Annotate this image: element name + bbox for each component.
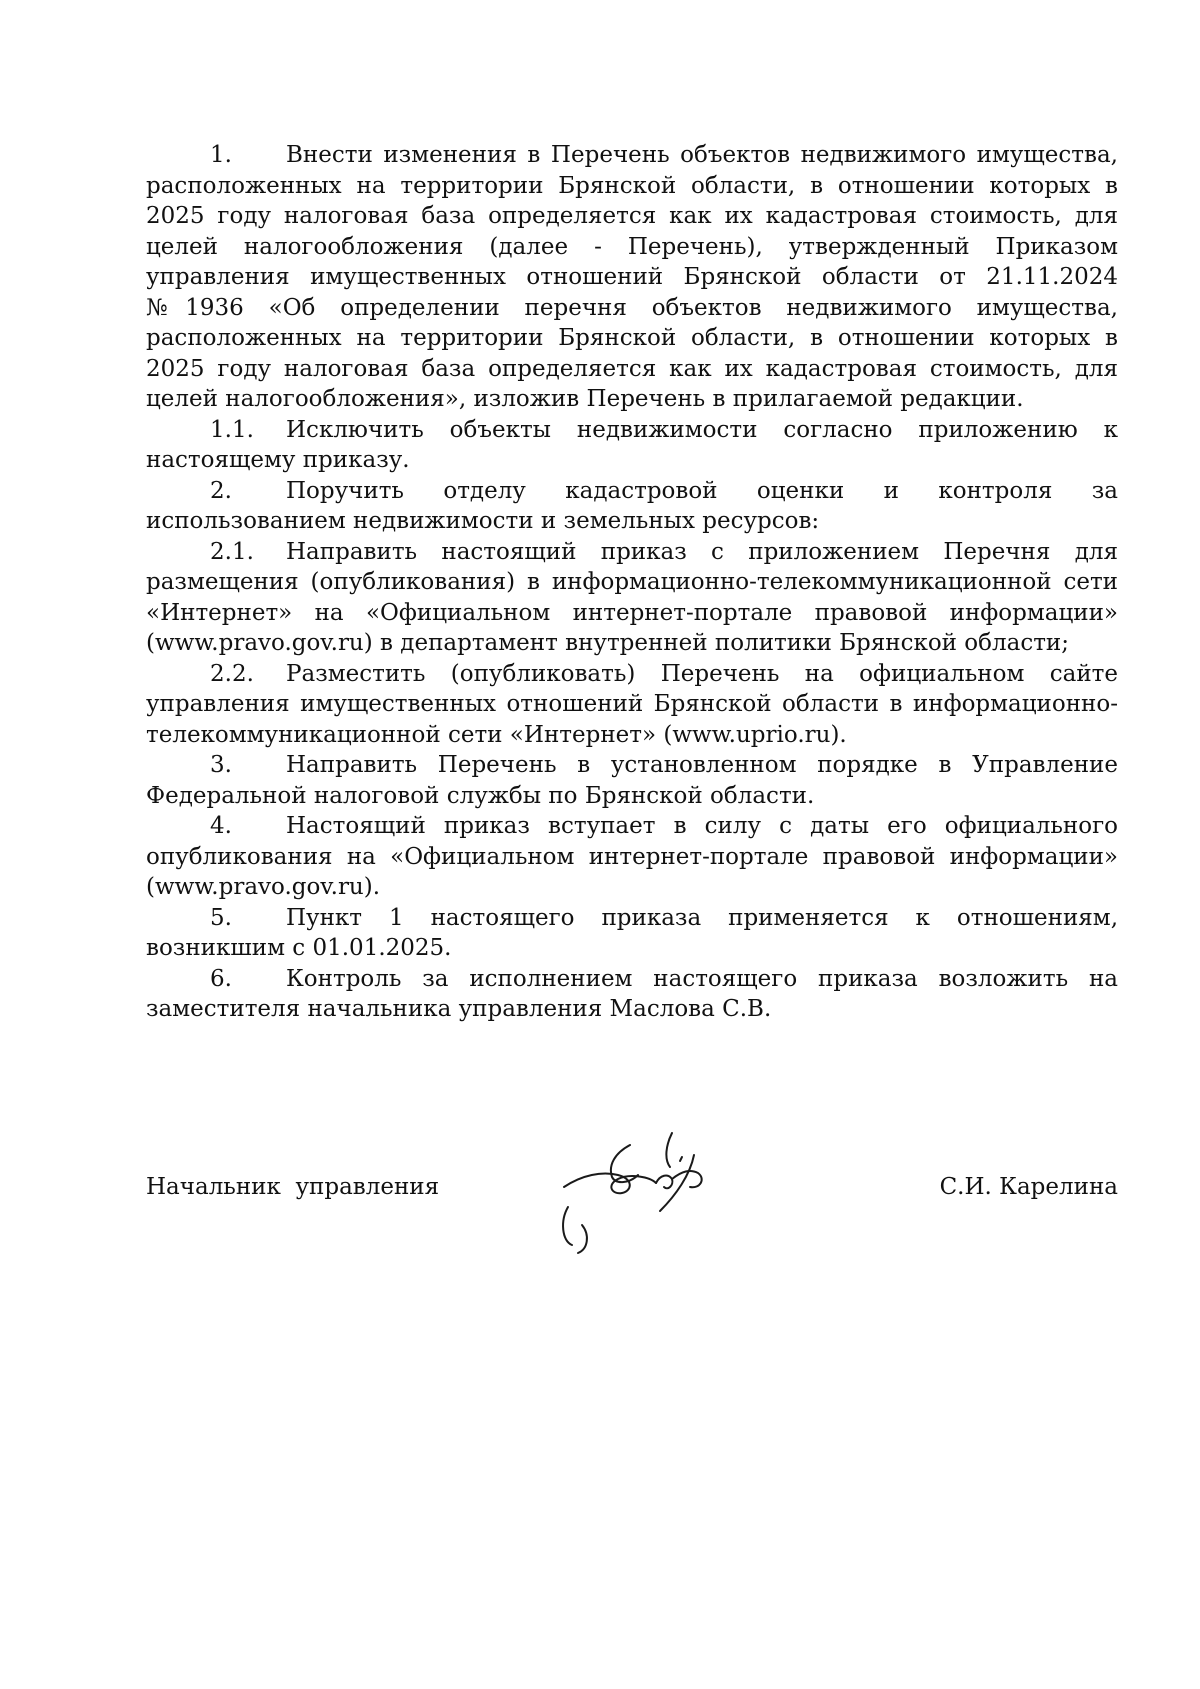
item-number: 1.1. (210, 416, 254, 443)
signatory-name: С.И. Карелина (939, 1174, 1118, 1200)
item-number: 1. (210, 142, 232, 168)
item-text: Контроль за исполнением настоящего приказа возложить на заместителя начальника управления Маслова С.В. (146, 965, 1118, 1022)
item-text: Направить Перечень в установленном порядке в Управление Федеральной налоговой службы по Брянской области. (146, 752, 1118, 809)
list-item (146, 659, 1118, 751)
item-number: 6. (210, 965, 232, 992)
list-item (146, 903, 1118, 964)
signatory-position: Начальник управления (146, 1174, 440, 1200)
item-number: 3. (210, 752, 232, 778)
item-number: 5. (210, 904, 232, 931)
item-text: Поручить отделу кадастровой оценки и контроля за использованием недвижимости и земельных ресурсов: (146, 477, 1118, 534)
item-text: Настоящий приказ вступает в силу с даты его официального опубликования на «Официальном интернет-портале правовой информации» (www.pravo.gov.ru). (146, 813, 1118, 900)
item-text: Пункт 1 настоящего приказа применяется к отношениям, возникшим с 01.01.2025. (146, 904, 1118, 961)
item-number: 2.2. (210, 660, 254, 687)
item-text: Направить настоящий приказ с приложением Перечня для размещения (опубликования) в информационно-телекоммуникационной сети «Интернет» на «Официальном интернет-портале правовой информации» (www.pravo.gov.ru) в департамент внутренней политики Брянской области; (146, 538, 1118, 656)
item-text: Разместить (опубликовать) Перечень на официальном сайте управления имущественных отношений Брянской области в информационно-телекоммуникационной сети «Интернет» (www.uprio.ru). (146, 660, 1118, 748)
list-item (146, 964, 1118, 1025)
list-item (146, 537, 1118, 659)
item-number: 2. (210, 477, 232, 504)
list-item (146, 811, 1118, 903)
list-item (146, 750, 1118, 811)
item-text: Исключить объекты недвижимости согласно приложению к настоящему приказу. (146, 416, 1118, 473)
list-item (146, 140, 1118, 415)
handwritten-signature (560, 1125, 760, 1270)
item-number: 4. (210, 813, 232, 839)
list-item (146, 476, 1118, 537)
list-item (146, 415, 1118, 476)
item-number: 2.1. (210, 538, 254, 565)
item-text: Внести изменения в Перечень объектов недвижимого имущества, расположенных на территории Брянской области, в отношении которых в 2025 году налоговая база определяется как их кадастровая стоимость, для целей налогообложения (далее - Перечень), утвержденный Приказом управления имущественных отношений Брянской области от 21.11.2024 №1936 «Об определении перечня объектов недвижимого имущества, расположенных на территории Брянской области, в отношении которых в 2025 году налоговая база определяется как их кадастровая стоимость, для целей налогообложения», изложив Перечень в прилагаемой редакции. (146, 142, 1118, 412)
order-body (146, 140, 1118, 1025)
